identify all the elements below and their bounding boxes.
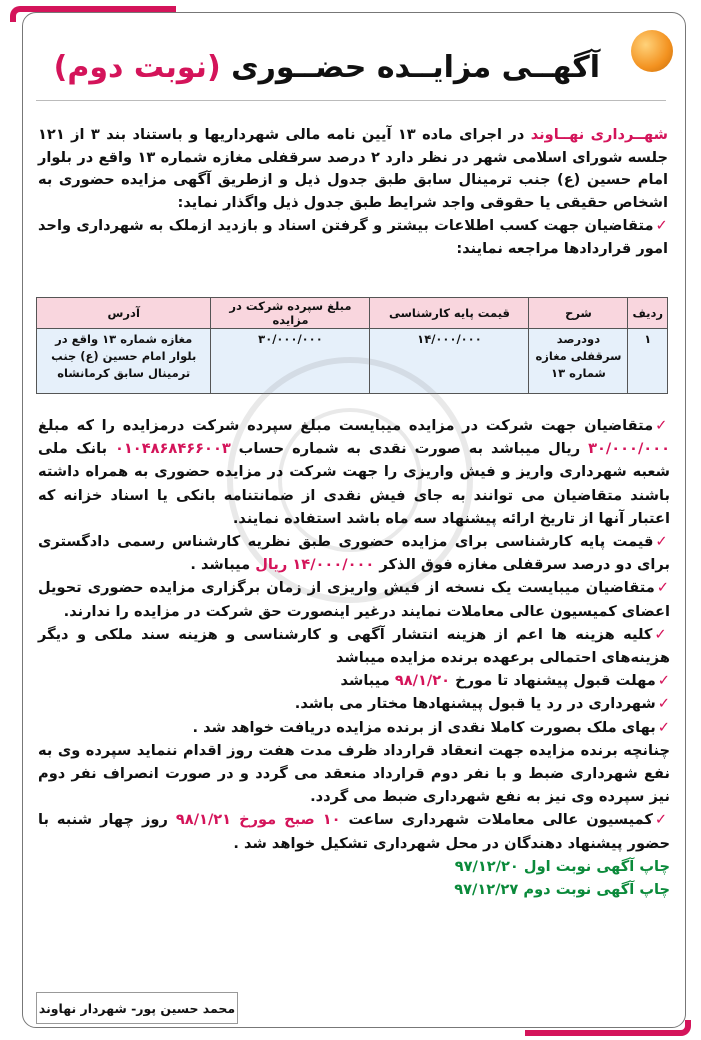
signature: محمد حسین پور- شهردار نهاوند (36, 992, 238, 1024)
title-accent: (نوبت دوم) (53, 49, 221, 85)
condition-base-price (38, 530, 670, 576)
conditions-section (38, 414, 670, 901)
title-main: آگهــی مزایــده حضــوری (231, 49, 600, 85)
auction-table (36, 297, 668, 394)
commission-text-a: کمیسیون عالی معاملات شهرداری ساعت (340, 811, 653, 829)
page-title (54, 50, 600, 85)
account-number: ۰۱۰۴۸۶۸۴۶۶۰۰۳ (114, 440, 231, 458)
check-icon: ✓ (657, 672, 670, 690)
col-base-price: قیمت پایه کارشناسی (370, 298, 529, 329)
condition-receipt (38, 576, 670, 622)
frame-corner-top-left (10, 6, 176, 22)
col-deposit: مبلغ سپرده شرکت در مزایده (211, 298, 370, 329)
check-icon: ✓ (655, 216, 668, 234)
municipality-name: شهــرداری نهــاوند (530, 126, 668, 143)
deadline-text-b: میباشد (340, 672, 395, 690)
deadline-text-a: مهلت قبول پیشنهاد تا مورخ (450, 672, 656, 690)
base-price-text-b: میباشد . (190, 556, 256, 574)
cell-deposit: ۳۰/۰۰۰/۰۰۰ (211, 329, 370, 394)
cash-payment-text: بهای ملک بصورت کاملا نقدی از برنده مزایده دریافت خواهد شد . (192, 718, 656, 736)
condition-costs (38, 623, 670, 669)
condition-contract (38, 739, 670, 809)
deposit-amount: ۳۰/۰۰۰/۰۰۰ (588, 440, 671, 458)
commission-time: ۱۰ صبح مورخ ۹۸/۱/۲۱ (175, 811, 341, 829)
intro-info (38, 215, 668, 260)
intro-info-text: متقاضیان جهت کسب اطلاعات بیشتر و گرفتن اسناد و بازدید ازملک به شهرداری واحد امور قراردادها مراجعه نمایند: (38, 216, 668, 257)
header-divider (36, 100, 666, 101)
base-price-text-a: قیمت پایه کارشناسی برای مزایده حضوری طبق نظریه کارشناس رسمی دادگستری برای دو درصد سرقفلی مغازه فوق الذکر (38, 533, 670, 574)
base-price-amount: ۱۴/۰۰۰/۰۰۰ ریال (255, 556, 375, 574)
print-second-notice: چاپ آگهی نوبت دوم ۹۷/۱۲/۲۷ (454, 881, 670, 899)
check-icon: ✓ (656, 579, 670, 597)
check-icon: ✓ (654, 625, 670, 643)
condition-commission (38, 808, 670, 854)
intro-text: در اجرای ماده ۱۳ آیین نامه مالی شهرداریها و باستناد بند ۳ از ۱۲۱ جلسه شورای اسلامی شهر در نظر دارد ۲ درصد سرقفلی مغازه شماره ۱۳ واقع در بلوار امام حسین (ع) جنب ترمینال سابق طبق جدول ذیل و ازطریق آگهی مزایده حضوری به اشخاص حقیقی یا حقوقی واجد شرایط طبق جدول ذیل واگذار نماید: (38, 126, 668, 212)
table-row (37, 329, 668, 394)
intro-section (38, 124, 668, 260)
cell-description: دودرصد سرقفلی مغازه شماره ۱۳ (529, 329, 628, 394)
cell-row-number: ۱ (628, 329, 668, 394)
contract-text: چنانچه برنده مزایده جهت انعقاد قرارداد ظرف مدت هفت روز اقدام ننماید سپرده وی به نفع شهرداری ضبط و با نفر دوم قرارداد منعقد می گردد و در صورت انصراف نفر دوم نیز سپرده وی نیز به نفع شهرداری ضبط می گردد. (38, 741, 670, 806)
col-address: آدرس (37, 298, 211, 329)
check-icon: ✓ (655, 533, 670, 551)
check-icon: ✓ (657, 695, 670, 713)
header (53, 42, 660, 92)
check-icon: ✓ (657, 718, 670, 736)
col-row-number: ردیف (628, 298, 668, 329)
deposit-text-a: متقاضیان جهت شرکت در مزایده میبایست مبلغ سپرده شرکت درمزایده را که مبلغ (38, 417, 654, 434)
check-icon: ✓ (655, 417, 670, 434)
table-header-row (37, 298, 668, 329)
accept-reject-text: شهرداری در رد یا قبول پیشنهادها مختار می باشد. (294, 695, 656, 713)
col-description: شرح (529, 298, 628, 329)
condition-accept-reject (38, 692, 670, 715)
receipt-text: متقاضیان میبایست یک نسخه از فیش واریزی از زمان برگزاری مزایده حضوری تحویل اعضای کمیسیون عالی معاملات نمایند درغیر اینصورت حق شرکت در مزایده را ندارند. (38, 579, 670, 620)
check-icon: ✓ (654, 811, 670, 829)
commission-text-b: روز چهار شنبه با حضور پیشنهاد دهندگان در محل شهرداری تشکیل خواهد شد . (38, 811, 670, 852)
deadline-date: ۹۸/۱/۲۰ (394, 672, 451, 690)
cell-address: مغازه شماره ۱۳ واقع در بلوار امام حسین (ع) جنب ترمینال سابق کرمانشاه (37, 329, 211, 394)
condition-deposit (38, 414, 670, 530)
condition-deadline (38, 669, 670, 692)
deposit-text-b: ریال میباشد به صورت نقدی به شماره حساب (230, 440, 589, 458)
intro-paragraph (38, 124, 668, 215)
frame-corner-bottom-right (525, 1020, 691, 1036)
cell-base-price: ۱۴/۰۰۰/۰۰۰ (370, 329, 529, 394)
deposit-text-c: بانک ملی شعبه شهرداری واریز و فیش واریزی را جهت شرکت در مزایده حضوری به همراه داشته باشند متقاضیان می توانند به جای فیش نقدی از ضمانتنامه بانکی یا اسناد خزانه که اعتبار آنها از تاریخ ارائه پیشنهاد سه ماه باشد استفاده نمایند. (38, 440, 670, 527)
condition-cash-payment (38, 716, 670, 739)
print-first-notice: چاپ آگهی نوبت اول ۹۷/۱۲/۲۰ (454, 857, 670, 875)
costs-text: کلیه هزینه ها اعم از هزینه انتشار آگهی و کارشناسی و هزینه سند ملکی و دیگر هزینه‌های احتمالی برعهده برنده مزایده میباشد (38, 625, 670, 667)
